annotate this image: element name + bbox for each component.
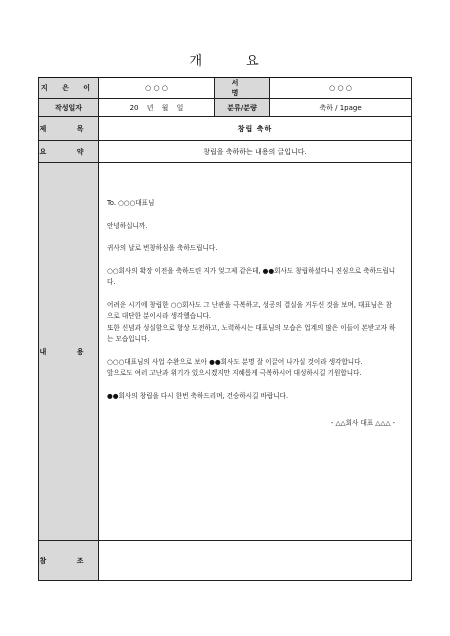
date-row bbox=[39, 99, 412, 117]
content-row bbox=[39, 163, 412, 541]
letter-paragraph-6: 앞으로도 여러 고난과 위기가 있으시겠지만 지혜롭게 극복하시어 대성하시길 기원합니다. bbox=[107, 369, 362, 377]
signature-label: 서 명 bbox=[215, 78, 270, 99]
reference-label: 참 조 bbox=[39, 541, 99, 581]
reference-value[interactable] bbox=[99, 541, 412, 581]
content-cell[interactable] bbox=[99, 163, 412, 541]
letter-paragraph-5: ○○○대표님의 사업 수완으로 보아 ●●회사도 분명 잘 이끌어 나가실 것이라 생각합니다. bbox=[107, 357, 363, 366]
letter-paragraph-1: 귀사의 날로 번창하심을 축하드립니다. bbox=[107, 244, 218, 252]
letter-paragraph-3: 어려운 시기에 창립한 ○○회사도 그 난관을 극복하고, 성공의 결실을 거두신 것을 보며, 대표님은 참으로 대단한 분이시라 생각했습니다. bbox=[107, 300, 392, 320]
subject-row bbox=[39, 117, 412, 141]
letter-salutation: To. ○○○대표님 bbox=[107, 199, 155, 207]
author-label: 지 은 이 bbox=[39, 78, 99, 99]
page-title bbox=[0, 50, 450, 69]
title-char-2: 요 bbox=[246, 54, 261, 69]
reference-row bbox=[39, 541, 412, 581]
document-form-table bbox=[38, 77, 412, 581]
subject-value[interactable]: 창립 축하 bbox=[99, 117, 412, 141]
author-value[interactable]: ○ ○ ○ bbox=[99, 78, 215, 99]
letter-body bbox=[99, 163, 411, 430]
date-value[interactable]: 20 년 월 일 bbox=[99, 99, 215, 117]
date-label: 작성일자 bbox=[39, 99, 99, 117]
author-row bbox=[39, 78, 412, 99]
subject-label: 제 목 bbox=[39, 117, 99, 141]
category-label: 분류/분량 bbox=[215, 99, 270, 117]
signature-value[interactable]: ○ ○ ○ bbox=[270, 78, 412, 99]
summary-row bbox=[39, 141, 412, 163]
letter-paragraph-7: ●●회사의 창립을 다시 한번 축하드리며, 건승하시길 바랍니다. bbox=[107, 391, 289, 400]
letter-greeting: 안녕하십니까. bbox=[107, 221, 148, 230]
letter-signature: - △△회사 대표 △△△ - bbox=[331, 419, 395, 427]
content-label: 내 용 bbox=[39, 163, 99, 541]
summary-value[interactable]: 창립을 축하하는 내용의 글입니다. bbox=[99, 141, 412, 163]
category-value[interactable]: 축하 / 1page bbox=[270, 99, 412, 117]
letter-paragraph-2: ○○회사의 확장 이전을 축하드린 지가 엊그제 같은데, ●●회사도 창립하셨다니 진심으로 축하드립니다. bbox=[107, 266, 396, 286]
summary-label: 요 약 bbox=[39, 141, 99, 163]
letter-paragraph-4: 또한 신념과 성실함으로 항상 도전하고, 노력하시는 대표님의 모습은 업계의 많은 이들이 본받고자 하는 모습입니다. bbox=[107, 323, 396, 343]
title-char-1: 개 bbox=[189, 54, 204, 69]
